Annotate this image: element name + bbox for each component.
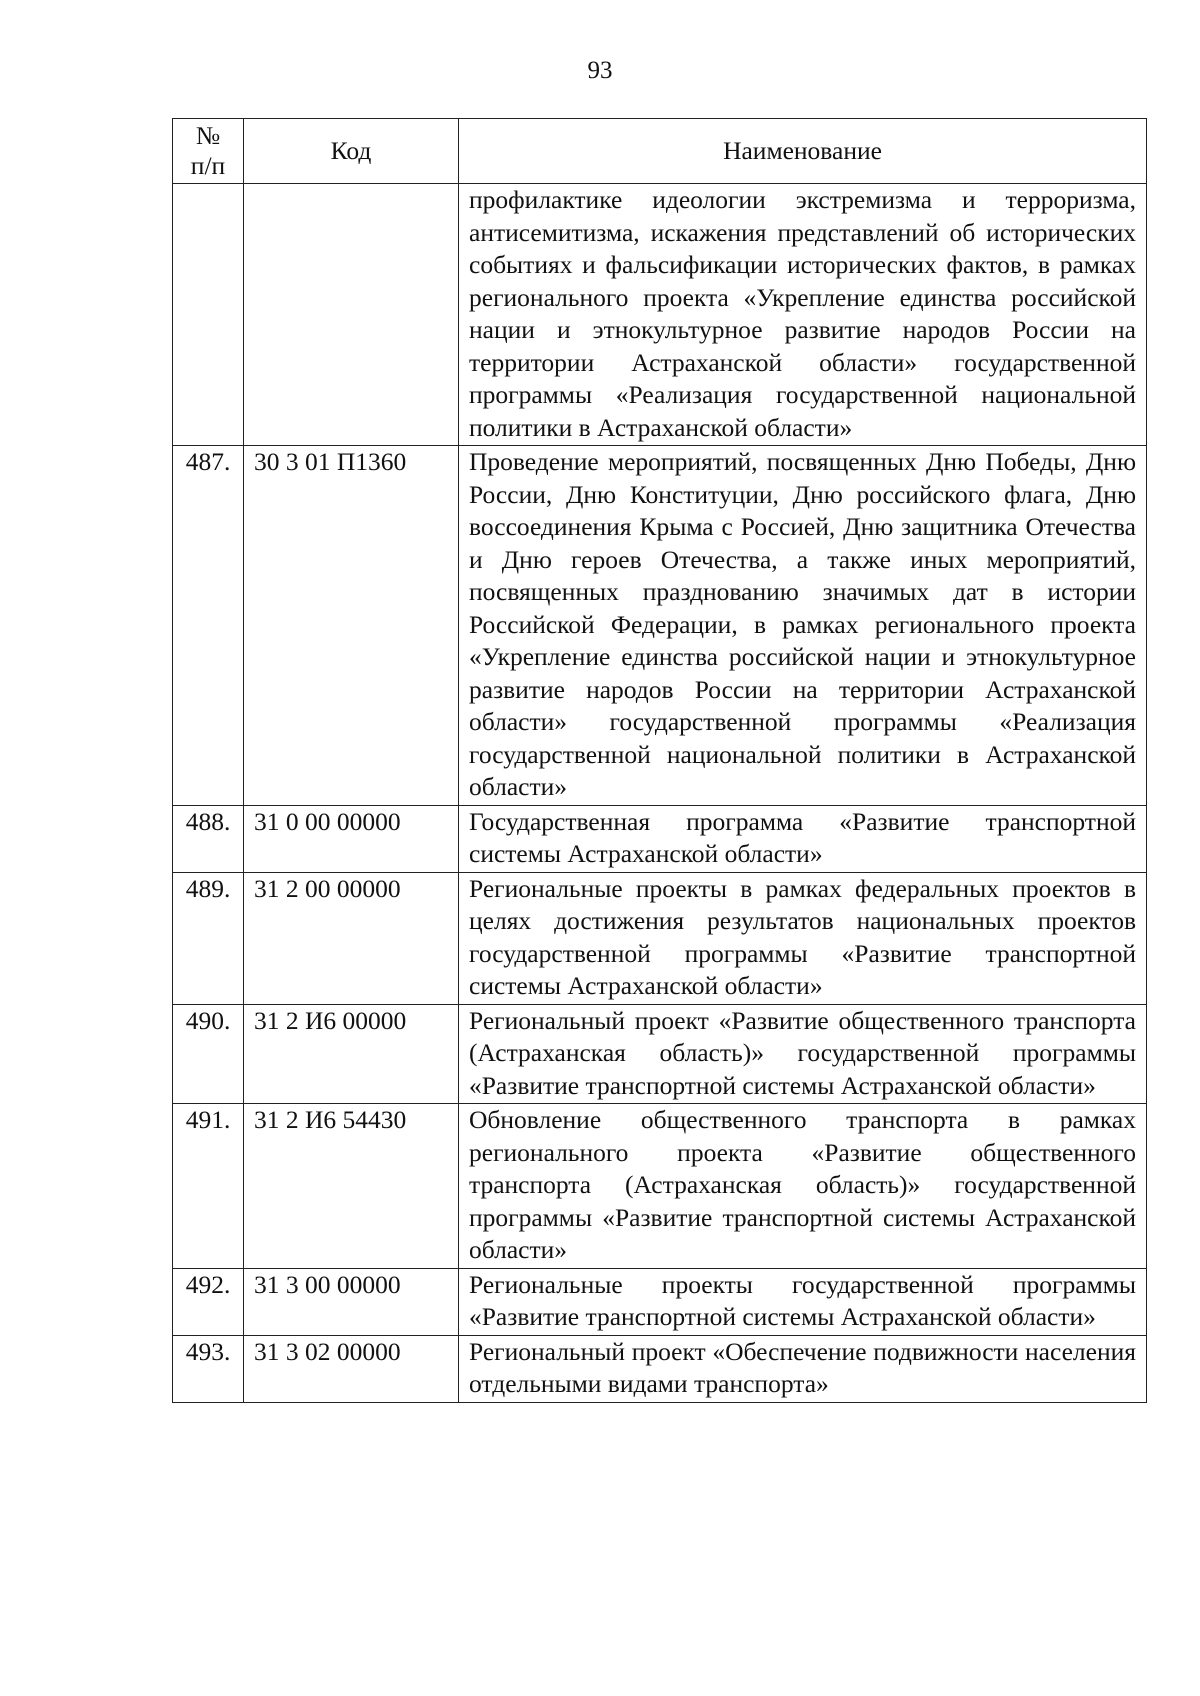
- row-code: 30 3 01 П1360: [244, 446, 459, 806]
- header-number-abbr: п/п: [190, 151, 226, 180]
- page-number: 93: [587, 57, 613, 84]
- row-code: 31 3 02 00000: [244, 1335, 459, 1402]
- row-number: 490.: [173, 1004, 244, 1104]
- row-name: Региональный проект «Обеспечение подвижности населения отдельными видами транспорта»: [459, 1335, 1147, 1402]
- row-number: 492.: [173, 1268, 244, 1335]
- row-name: Региональный проект «Развитие общественного транспорта (Астраханская область)» государственной программы «Развитие транспортной системы Астраханской области»: [459, 1004, 1147, 1104]
- row-name: Региональные проекты в рамках федеральных проектов в целях достижения результатов национальных проектов государственной программы «Развитие транспортной системы Астраханской области»: [459, 872, 1147, 1004]
- table-header-row: [173, 119, 1147, 184]
- row-name: Обновление общественного транспорта в рамках регионального проекта «Развитие общественного транспорта (Астраханская область)» государственной программы «Развитие транспортной системы Астраханской области»: [459, 1104, 1147, 1269]
- header-code: Код: [244, 119, 459, 184]
- row-code: 31 2 И6 54430: [244, 1104, 459, 1269]
- row-name: Региональные проекты государственной программы «Развитие транспортной системы Астраханской области»: [459, 1268, 1147, 1335]
- table-row: [173, 184, 1147, 446]
- row-number: 493.: [173, 1335, 244, 1402]
- row-name: профилактике идеологии экстремизма и терроризма, антисемитизма, искажения представлений об исторических событиях и фальсификации исторических фактов, в рамках регионального проекта «Укрепление единства российской нации и этнокультурное развитие народов России на территории Астраханской области» государственной программы «Реализация государственной национальной политики в Астраханской области»: [459, 184, 1147, 446]
- table-row: [173, 1335, 1147, 1402]
- table-row: [173, 872, 1147, 1004]
- table-row: [173, 446, 1147, 806]
- row-code: [244, 184, 459, 446]
- row-number: 488.: [173, 805, 244, 872]
- row-code: 31 2 И6 00000: [244, 1004, 459, 1104]
- table-row: [173, 805, 1147, 872]
- classification-table: [172, 118, 1147, 1403]
- row-number: 489.: [173, 872, 244, 1004]
- row-name: Государственная программа «Развитие транспортной системы Астраханской области»: [459, 805, 1147, 872]
- table-row: [173, 1004, 1147, 1104]
- row-code: 31 0 00 00000: [244, 805, 459, 872]
- row-number: 491.: [173, 1104, 244, 1269]
- row-number: 487.: [173, 446, 244, 806]
- row-name: Проведение мероприятий, посвященных Дню Победы, Дню России, Дню Конституции, Дню российского флага, Дню воссоединения Крыма с Россией, Дню защитника Отечества и Дню героев Отечества, а также иных мероприятий, посвященных празднованию значимых дат в истории Российской Федерации, в рамках регионального проекта «Укрепление единства российской нации и этнокультурное развитие народов России на территории Астраханской области» государственной программы «Реализация государственной национальной политики в Астраханской области»: [459, 446, 1147, 806]
- row-number: [173, 184, 244, 446]
- header-number-sign: №: [195, 121, 221, 150]
- table-row: [173, 1104, 1147, 1269]
- header-name: Наименование: [459, 119, 1147, 184]
- table-row: [173, 1268, 1147, 1335]
- row-code: 31 2 00 00000: [244, 872, 459, 1004]
- header-number: [173, 119, 244, 184]
- row-code: 31 3 00 00000: [244, 1268, 459, 1335]
